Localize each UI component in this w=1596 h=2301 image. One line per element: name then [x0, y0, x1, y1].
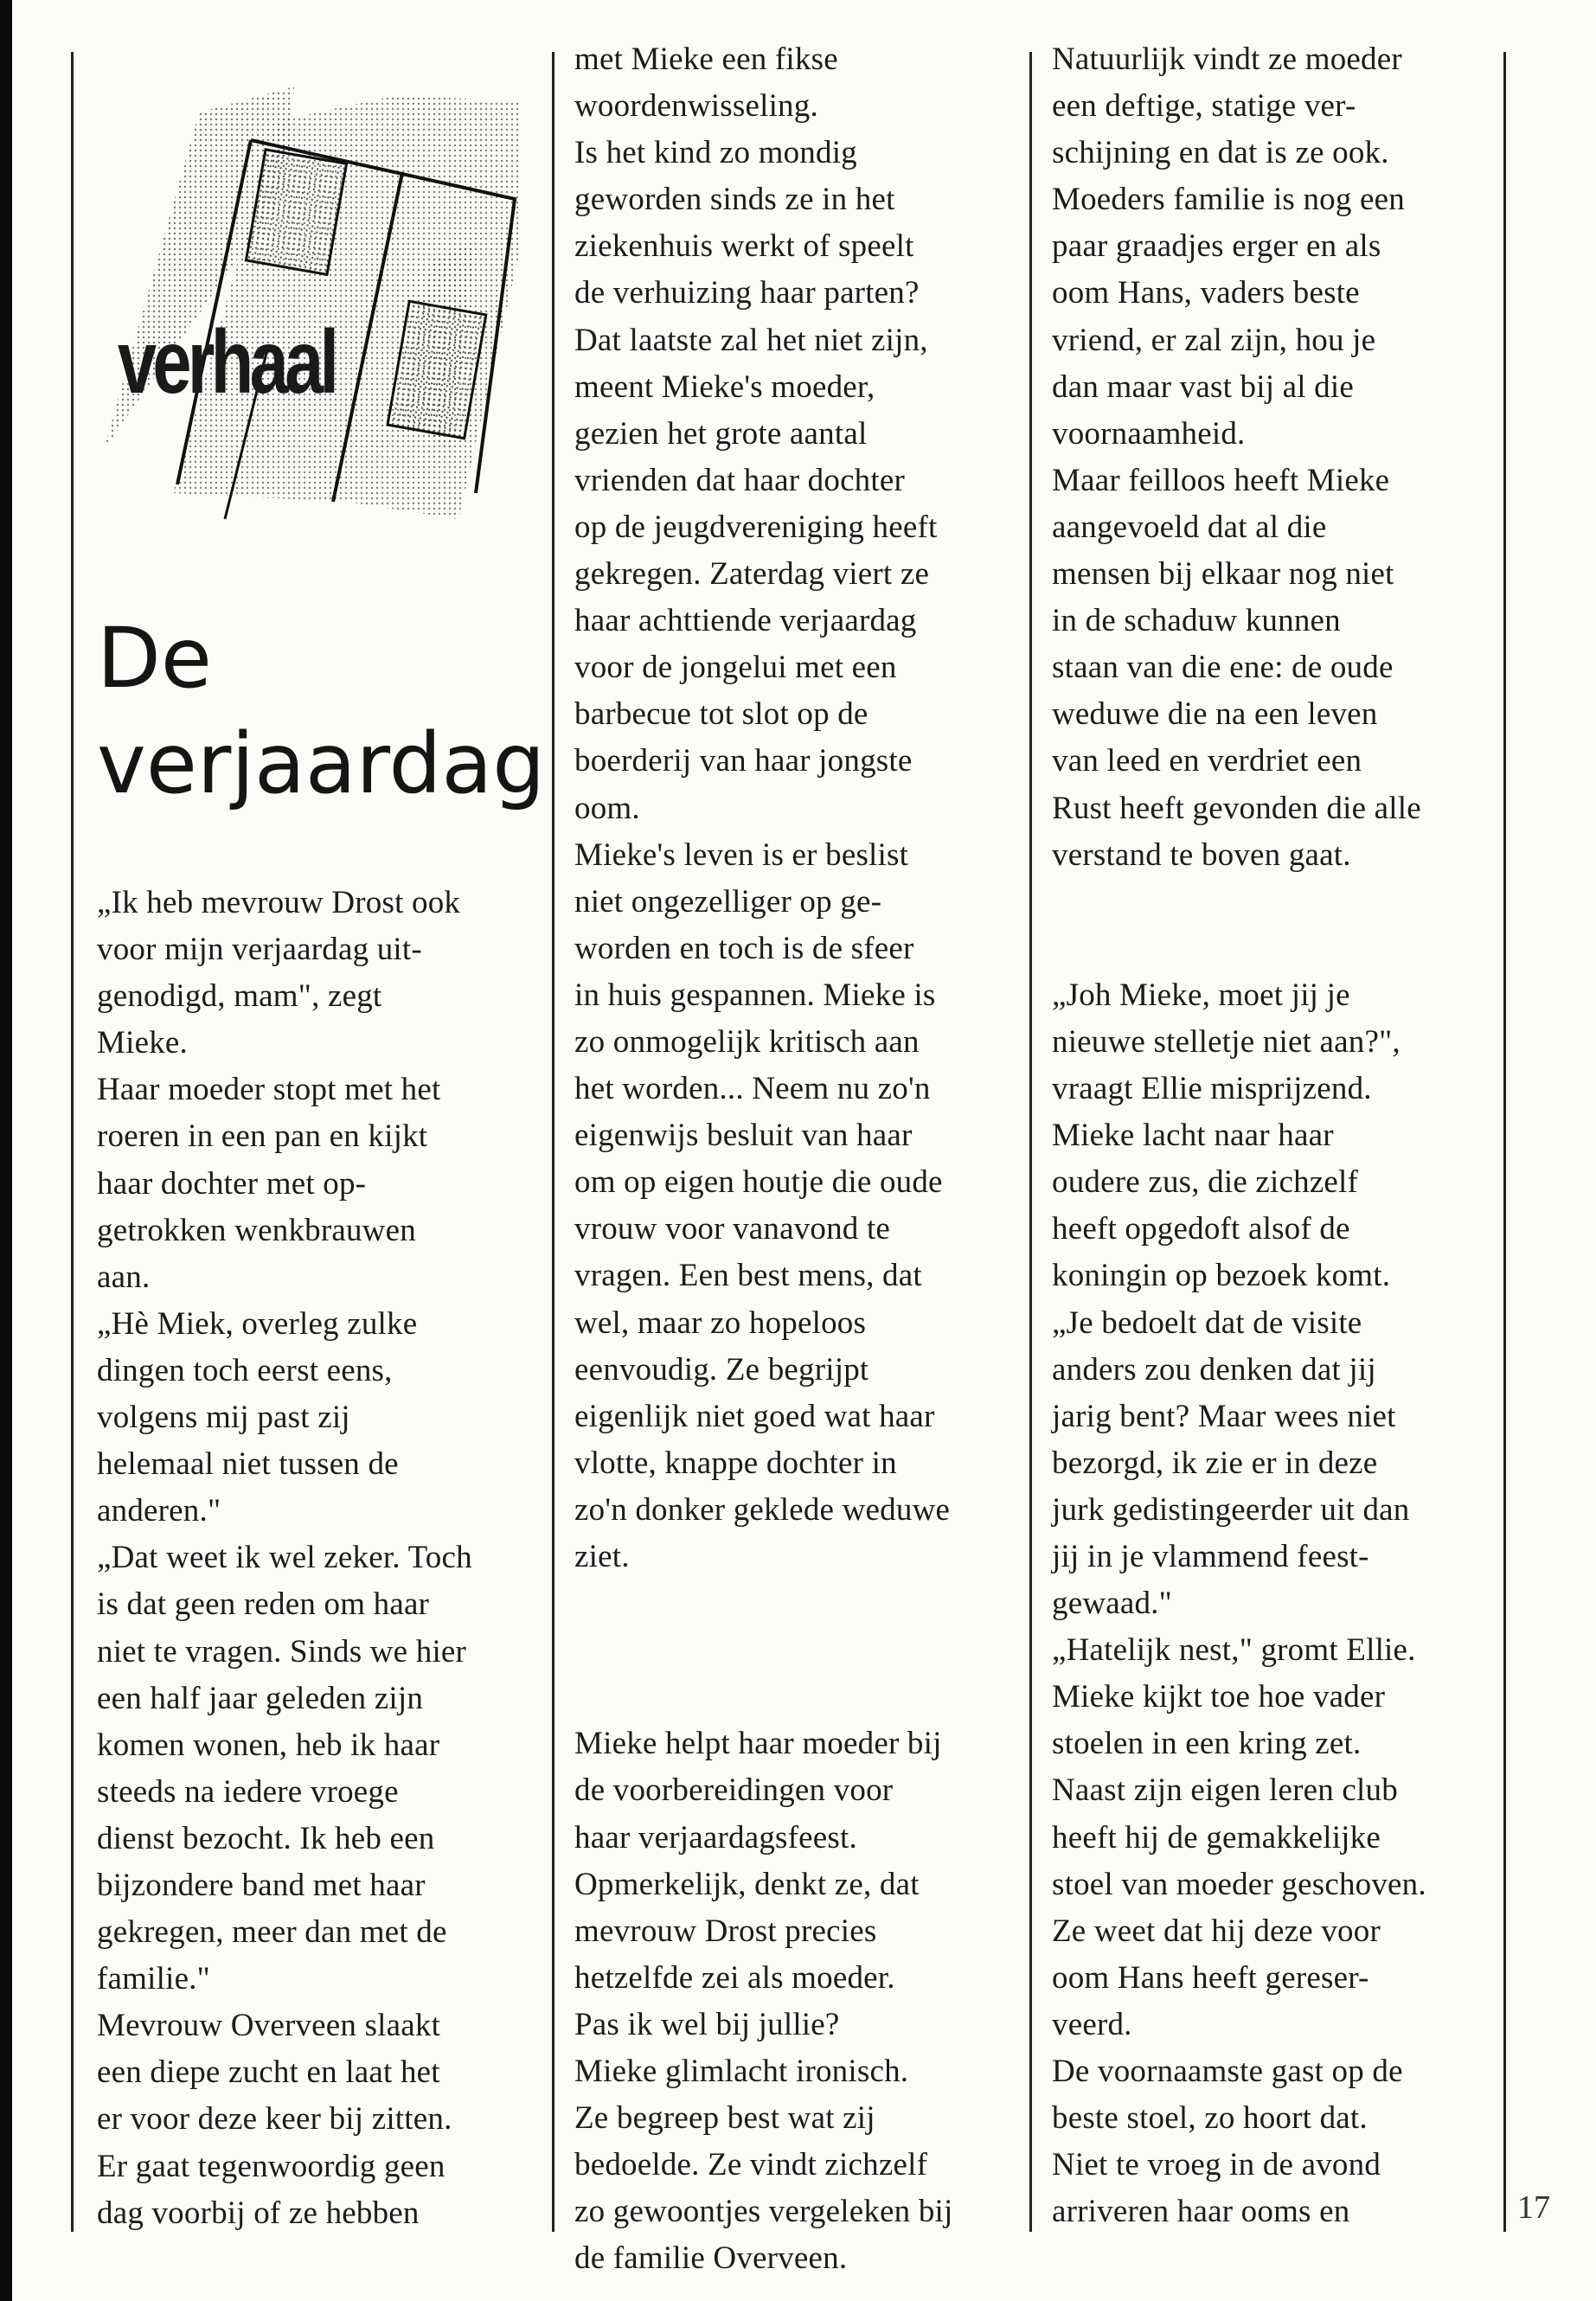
text-line: heeft hij de gemakkelijke	[1052, 1819, 1381, 1856]
column-3	[1052, 36, 1493, 2235]
text-line: dienst bezocht. Ik heb een	[97, 1820, 435, 1856]
title-line-1: De	[97, 610, 212, 707]
text-line: dingen toch eerst eens,	[97, 1352, 393, 1388]
section-logo	[69, 87, 519, 528]
text-line: het worden... Neem nu zo'n	[574, 1071, 931, 1107]
text-line: hetzelfde zei als moeder.	[574, 1959, 895, 1996]
text-line: vriend, er zal zijn, hou je	[1052, 322, 1376, 358]
text-line: stoelen in een kring zet.	[1052, 1726, 1362, 1762]
text-line: koningin op bezoek komt.	[1052, 1258, 1391, 1294]
text-line: helemaal niet tussen de	[97, 1446, 399, 1483]
text-line: voor mijn verjaardag uit-	[97, 932, 422, 968]
text-line: Pas ik wel bij jullie?	[574, 2006, 840, 2042]
text-line: gekregen, meer dan met de	[97, 1914, 447, 1951]
text-line: mevrouw Drost precies	[574, 1913, 877, 1949]
text-line: Mieke.	[97, 1025, 188, 1061]
text-line: anders zou denken dat jij	[1052, 1351, 1376, 1388]
text-line: „Ik heb mevrouw Drost ook	[97, 885, 461, 920]
text-line: haar achttiende verjaardag	[574, 603, 917, 639]
text-line: Moeders familie is nog een	[1052, 182, 1405, 218]
rule-right	[1503, 52, 1506, 2232]
text-line: barbecue tot slot op de	[574, 696, 869, 733]
text-line: Mieke's leven is er beslist	[574, 836, 909, 873]
text-line: gekregen. Zaterdag viert ze	[574, 556, 930, 593]
text-line: haar dochter met op-	[97, 1165, 367, 1202]
column-1	[97, 880, 538, 2237]
text-line: vragen. Een best mens, dat	[574, 1258, 922, 1294]
text-line: de verhuizing haar parten?	[574, 275, 920, 311]
text-line: Naast zijn eigen leren club	[1052, 1772, 1398, 1809]
text-line: Rust heeft gevonden die alle	[1052, 790, 1421, 826]
text-line: Maar feilloos heeft Mieke	[1052, 462, 1390, 498]
text-line: gewaad."	[1052, 1586, 1172, 1622]
story-title	[97, 606, 545, 817]
text-line: dag voorbij of ze hebben	[97, 2195, 420, 2231]
text-line: jij in je vlammend feest-	[1052, 1539, 1369, 1574]
text-line: Haar moeder stopt met het	[97, 1072, 441, 1108]
rule-middle-2	[1029, 52, 1032, 2232]
text-line: De voornaamste gast op de	[1052, 2054, 1403, 2090]
text-line: staan van die ene: de oude	[1052, 650, 1394, 686]
text-line: steeds na iedere vroege	[97, 1773, 399, 1810]
text-line: jurk gedistingeerder uit dan	[1052, 1491, 1410, 1528]
text-line: bezorgd, ik zie er in deze	[1052, 1445, 1378, 1481]
text-line: anderen."	[97, 1493, 221, 1529]
text-line: oom Hans, vaders beste	[1052, 275, 1360, 311]
text-line: Mieke glimlacht ironisch.	[574, 2054, 909, 2090]
text-line: Er gaat tegenwoordig geen	[97, 2148, 445, 2184]
text-line: eenvoudig. Ze begrijpt	[574, 1351, 869, 1388]
text-line: een diepe zucht en laat het	[97, 2054, 440, 2091]
text-line: eigenwijs besluit van haar	[574, 1118, 913, 1154]
text-line: jarig bent? Maar wees niet	[1052, 1398, 1396, 1434]
text-line: Mevrouw Overveen slaakt	[97, 2008, 441, 2044]
text-line: verstand te boven gaat.	[1052, 836, 1351, 873]
text-line	[574, 1674, 1016, 1721]
text-line: Is het kind zo mondig	[574, 135, 857, 171]
text-line: komen wonen, heb ik haar	[97, 1727, 440, 1763]
text-line: gezien het grote aantal	[574, 415, 868, 452]
text-line: geworden sinds ze in het	[574, 182, 895, 218]
title-line-2: verjaardag	[97, 715, 546, 812]
text-line: oudere zus, die zichzelf	[1052, 1164, 1359, 1201]
text-line: meent Mieke's moeder,	[574, 369, 875, 405]
text-line: dan maar vast bij al die	[1052, 369, 1354, 405]
text-line: worden en toch is de sfeer	[574, 930, 914, 966]
text-line: Opmerkelijk, denkt ze, dat	[574, 1866, 920, 1902]
text-line: Ze begreep best wat zij	[574, 2100, 875, 2137]
text-line: „Joh Mieke, moet jij je	[1052, 977, 1350, 1013]
text-line: haar verjaardagsfeest.	[574, 1819, 857, 1856]
text-line	[1052, 926, 1493, 972]
column-2	[574, 36, 1016, 2283]
text-line: Dat laatste zal het niet zijn,	[574, 322, 928, 358]
text-line: de familie Overveen.	[574, 2240, 848, 2277]
text-line: oom.	[574, 790, 640, 826]
text-line: een deftige, statige ver-	[1052, 88, 1356, 125]
text-line: bijzondere band met haar	[97, 1867, 426, 1903]
text-line: met Mieke een fikse	[574, 42, 838, 77]
text-line: „Je bedoelt dat de visite	[1052, 1304, 1362, 1341]
text-line: wel, maar zo hopeloos	[574, 1304, 867, 1341]
text-line: bedoelde. Ze vindt zichzelf	[574, 2147, 928, 2183]
text-line: een half jaar geleden zijn	[97, 1680, 424, 1716]
text-line: in de schaduw kunnen	[1052, 603, 1341, 639]
text-line: ziet.	[574, 1539, 630, 1574]
text-line: „Hè Miek, overleg zulke	[97, 1305, 418, 1342]
text-line: heeft opgedoft alsof de	[1052, 1211, 1350, 1247]
text-line: in huis gespannen. Mieke is	[574, 977, 936, 1013]
text-line	[1052, 879, 1493, 926]
text-line: getrokken wenkbrauwen	[97, 1212, 416, 1248]
text-line: Mieke lacht naar haar	[1052, 1118, 1334, 1154]
text-line: Natuurlijk vindt ze moeder	[1052, 42, 1402, 77]
text-line: niet ongezelliger op ge-	[574, 883, 882, 920]
text-line: roeren in een pan en kijkt	[97, 1118, 428, 1155]
text-line: aan.	[97, 1259, 151, 1295]
text-line: stoel van moeder geschoven.	[1052, 1866, 1426, 1902]
text-line: Mieke kijkt toe hoe vader	[1052, 1679, 1386, 1715]
text-line: voor de jongelui met een	[574, 650, 897, 686]
text-line: er voor deze keer bij zitten.	[97, 2101, 452, 2138]
text-line: oom Hans heeft gereser-	[1052, 1959, 1369, 1996]
text-line: aangevoeld dat al die	[1052, 509, 1327, 545]
text-line: boerderij van haar jongste	[574, 743, 913, 779]
text-line: beste stoel, zo hoort dat.	[1052, 2100, 1368, 2137]
text-line	[574, 1627, 1016, 1674]
text-line: vlotte, knappe dochter in	[574, 1445, 897, 1481]
text-line: van leed en verdriet een	[1052, 743, 1362, 779]
text-line: zo gewoontjes vergeleken bij	[574, 2194, 953, 2230]
text-line: zo'n donker geklede weduwe	[574, 1491, 951, 1528]
text-line: volgens mij past zij	[97, 1400, 350, 1436]
rule-middle-1	[552, 52, 554, 2232]
text-line: is dat geen reden om haar	[97, 1586, 430, 1623]
text-line: „Hatelijk nest," gromt Ellie.	[1052, 1632, 1416, 1669]
text-line: weduwe die na een leven	[1052, 696, 1378, 733]
text-line: „Dat weet ik wel zeker. Toch	[97, 1540, 472, 1576]
text-line: zo onmogelijk kritisch aan	[574, 1023, 920, 1060]
text-line: ziekenhuis werkt of speelt	[574, 228, 914, 265]
text-line: arriveren haar ooms en	[1052, 2194, 1350, 2230]
text-line: nieuwe stelletje niet aan?",	[1052, 1023, 1401, 1060]
text-line: eigenlijk niet goed wat haar	[574, 1398, 935, 1434]
scan-edge	[0, 0, 12, 2301]
text-line: niet te vragen. Sinds we hier	[97, 1633, 467, 1670]
section-label: verhaal	[118, 312, 336, 413]
text-line: schijning en dat is ze ook.	[1052, 135, 1389, 171]
text-line: familie."	[97, 1961, 210, 1997]
section-logo-graphic	[69, 87, 519, 528]
text-line: vrouw voor vanavond te	[574, 1211, 891, 1247]
text-line	[574, 1580, 1016, 1627]
text-line: vraagt Ellie misprijzend.	[1052, 1071, 1372, 1107]
text-line: mensen bij elkaar nog niet	[1052, 556, 1394, 593]
text-line: voornaamheid.	[1052, 415, 1246, 452]
text-line: veerd.	[1052, 2006, 1132, 2042]
text-line: de voorbereidingen voor	[574, 1772, 894, 1809]
text-line: Niet te vroeg in de avond	[1052, 2147, 1381, 2183]
text-line: Ze weet dat hij deze voor	[1052, 1913, 1381, 1949]
page-number: 17	[1517, 2189, 1550, 2226]
text-line: vrienden dat haar dochter	[574, 462, 906, 498]
text-line: om op eigen houtje die oude	[574, 1164, 943, 1201]
text-line: woordenwisseling.	[574, 88, 818, 125]
text-line: genodigd, mam", zegt	[97, 978, 382, 1015]
text-line: paar graadjes erger en als	[1052, 228, 1381, 265]
text-line: op de jeugdvereniging heeft	[574, 509, 938, 545]
text-line: Mieke helpt haar moeder bij	[574, 1726, 942, 1762]
